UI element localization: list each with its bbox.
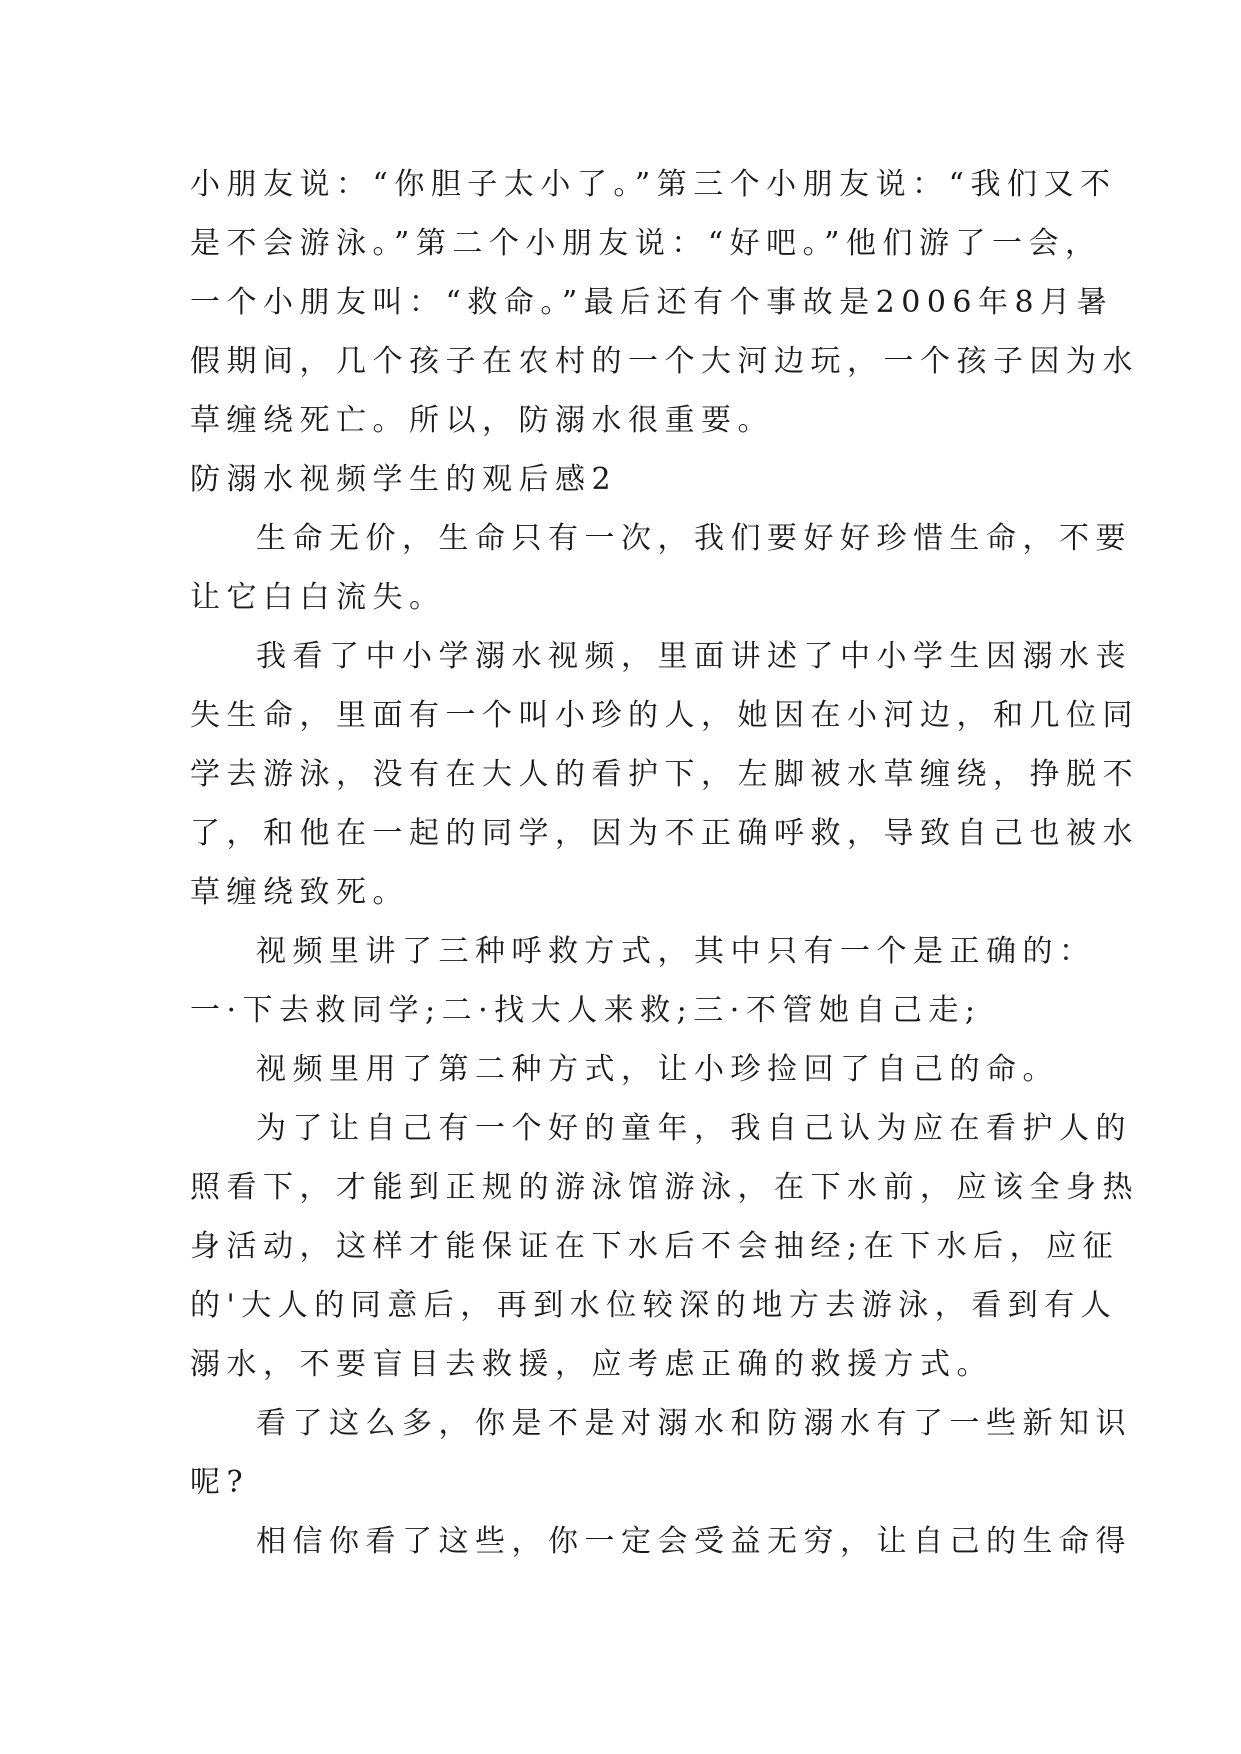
body-paragraph	[190, 1099, 1139, 1394]
body-paragraph	[190, 1512, 1132, 1571]
body-paragraph	[190, 155, 1139, 450]
text-line: 为了让自己有一个好的童年，我自己认为应在看护人的	[256, 1111, 1132, 1146]
text-line: 视频里用了第二种方式，让小珍捡回了自己的命。	[256, 1052, 1059, 1087]
text-line: 溺水，不要盲目去救援，应考虑正确的救援方式。	[190, 1347, 993, 1382]
text-line: 一个小朋友叫：“救命。”最后还有个事故是2006年8月暑	[190, 285, 1114, 320]
body-paragraph	[190, 627, 1139, 922]
body-paragraph	[190, 922, 1096, 1040]
text-line: 小朋友说：“你胆子太小了。”第三个小朋友说：“我们又不	[190, 167, 1117, 202]
text-line: 看了这么多，你是不是对溺水和防溺水有了一些新知识	[256, 1406, 1132, 1441]
text-line: 失生命，里面有一个叫小珍的人，她因在小河边，和几位同	[190, 698, 1139, 733]
text-line: 学去游泳，没有在大人的看护下，左脚被水草缠绕，挣脱不	[190, 757, 1139, 792]
text-line: 视频里讲了三种呼救方式，其中只有一个是正确的：	[256, 934, 1096, 969]
text-line: 了，和他在一起的同学，因为不正确呼救，导致自己也被水	[190, 816, 1139, 851]
text-line: 身活动，这样才能保证在下水后不会抽经;在下水后，应征	[190, 1229, 1120, 1264]
text-line: 生命无价，生命只有一次，我们要好好珍惜生命，不要	[256, 521, 1132, 556]
body-paragraph	[190, 509, 1132, 627]
text-line: 让它白白流失。	[190, 580, 446, 615]
section-heading	[190, 450, 1050, 509]
text-line: 相信你看了这些，你一定会受益无穷，让自己的生命得	[256, 1524, 1132, 1559]
body-paragraph	[190, 1040, 1059, 1099]
body-paragraph	[190, 1394, 1132, 1512]
text-line: 草缠绕致死。	[190, 875, 409, 910]
heading-text: 防溺水视频学生的观后感2	[190, 462, 618, 497]
text-line: 呢?	[190, 1465, 250, 1500]
text-line: 草缠绕死亡。所以，防溺水很重要。	[190, 403, 774, 438]
text-line: 照看下，才能到正规的游泳馆游泳，在下水前，应该全身热	[190, 1170, 1139, 1205]
document-page	[190, 155, 1139, 1571]
text-line: 假期间，几个孩子在农村的一个大河边玩，一个孩子因为水	[190, 344, 1139, 379]
text-line: 是不会游泳。”第二个小朋友说：“好吧。”他们游了一会，	[190, 226, 1102, 261]
text-line: 的'大人的同意后，再到水位较深的地方去游泳，看到有人	[190, 1288, 1118, 1323]
text-line: 我看了中小学溺水视频，里面讲述了中小学生因溺水丧	[256, 639, 1132, 674]
text-line: 一·下去救同学;二·找大人来救;三·不管她自己走;	[190, 993, 982, 1028]
